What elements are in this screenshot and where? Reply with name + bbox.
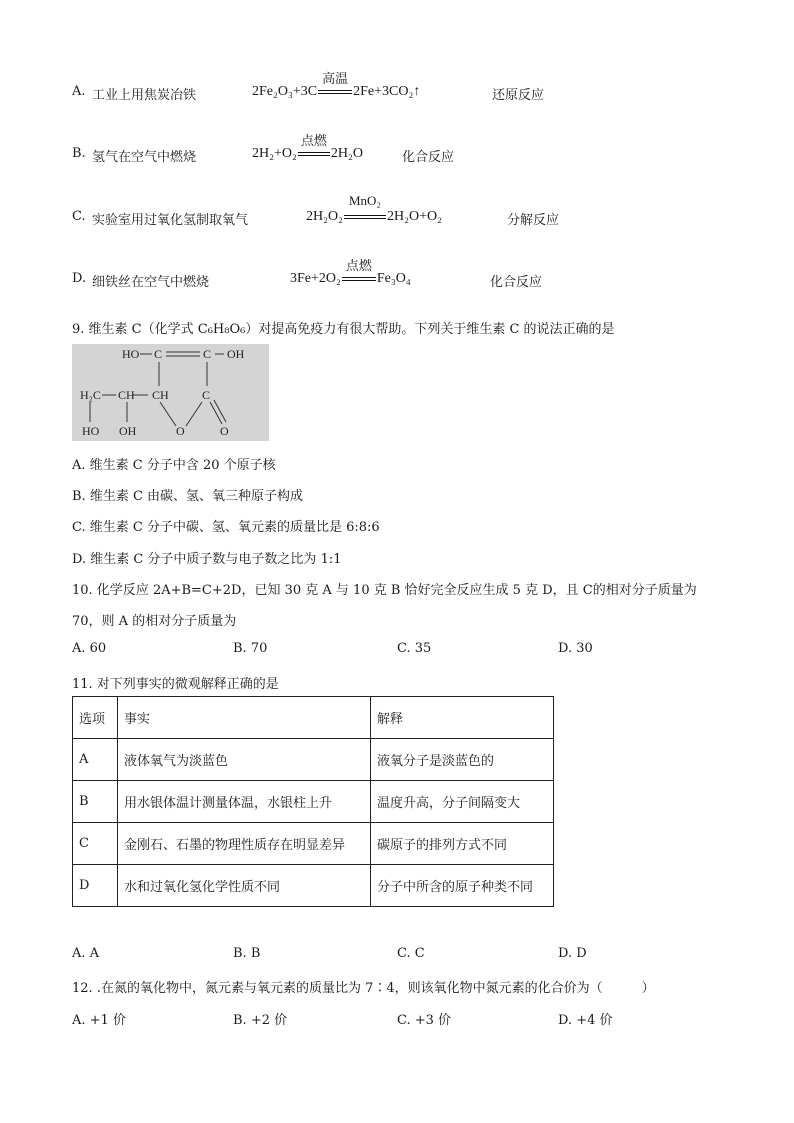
q8-option-b-desc: 氢气在空气中燃烧: [92, 150, 197, 165]
equation-left: 2H₂O₂: [306, 209, 343, 224]
reaction-condition: MnO₂: [348, 193, 381, 208]
table-cell: D: [73, 865, 118, 907]
q10-stem-line2: 70，则 A 的相对分子质量为: [72, 614, 237, 629]
table-cell: 金刚石、石墨的物理性质存在明显差异: [118, 823, 371, 865]
q10-option-c: C. 35: [397, 641, 432, 656]
equation-right: 2H₂O+O₂: [386, 209, 442, 224]
q8-option-a-text: A.: [72, 84, 86, 99]
q8-option-b-type: 化合反应: [402, 150, 455, 165]
equation-left: 2Fe₂O₃+3C: [252, 84, 318, 99]
q8-option-b-text: B.: [72, 146, 86, 161]
atom-label: C: [203, 347, 212, 361]
equation-left: 3Fe+2O₂: [290, 271, 341, 286]
atom-label: HO: [82, 424, 100, 438]
table-cell: 液体氧气为淡蓝色: [118, 739, 371, 781]
q8-option-c-desc: 实验室用过氧化氢制取氧气: [92, 213, 249, 228]
atom-label: C: [202, 388, 211, 402]
q12-stem: 12. .在氮的氧化物中，氮元素与氧元素的质量比为 7∶4，则该氧化物中氮元素的化合价为（ ）: [72, 981, 655, 996]
q8-option-a-type: 还原反应: [492, 88, 545, 103]
q12-option-a: A. +1 价: [72, 1013, 126, 1028]
table-cell: B: [73, 781, 118, 823]
reaction-condition: 高温: [322, 71, 349, 86]
q8-option-d-desc: 细铁丝在空气中燃烧: [92, 275, 210, 290]
table-header-option: 选项: [73, 697, 118, 739]
table-cell: 用水银体温计测量体温，水银柱上升: [118, 781, 371, 823]
q12-option-d: D. +4 价: [558, 1013, 613, 1028]
atom-label: O: [176, 424, 185, 438]
q11-option-b: B. B: [233, 946, 261, 961]
q10-stem-line1: 10. 化学反应 2A+B=C+2D，已知 30 克 A 与 10 克 B 恰好完全反应生成 5 克 D，且 C的相对分子质量为: [72, 583, 697, 598]
table-cell: 温度升高，分子间隔变大: [371, 781, 554, 823]
q8-option-d-text: D.: [72, 271, 87, 286]
q9-option-b: B. 维生素 C 由碳、氢、氧三种原子构成: [72, 489, 304, 504]
q12-option-b: B. +2 价: [233, 1013, 288, 1028]
table-cell: 分子中所含的原子种类不同: [371, 865, 554, 907]
q8-option-c-type: 分解反应: [507, 213, 560, 228]
q8-option-a-desc: 工业上用焦炭冶铁: [92, 88, 197, 103]
q11-table: [72, 696, 554, 907]
table-cell: C: [73, 823, 118, 865]
reaction-condition: 点燃: [300, 133, 327, 148]
table-row: [73, 781, 554, 823]
q11-stem: 11. 对下列事实的微观解释正确的是: [72, 677, 279, 692]
q8-option-c-equation: [306, 193, 442, 225]
q11-option-c: C. C: [397, 946, 425, 961]
table-header-row: [73, 697, 554, 739]
equation-right: Fe₃O₄: [376, 271, 411, 286]
table-header-fact: 事实: [118, 697, 371, 739]
atom-label: C: [154, 347, 163, 361]
equation-right: 2H₂O: [330, 146, 363, 161]
table-cell: A: [73, 739, 118, 781]
q8-option-a-equation: [252, 71, 421, 100]
q8-option-d-type: 化合反应: [490, 275, 543, 290]
vitamin-c-structure-image: [72, 344, 269, 441]
q9-option-d: D. 维生素 C 分子中质子数与电子数之比为 1:1: [72, 552, 342, 567]
table-cell: 水和过氧化氢化学性质不同: [118, 865, 371, 907]
atom-label: O: [220, 424, 229, 438]
q11-option-d: D. D: [558, 946, 587, 961]
table-row: [73, 865, 554, 907]
q9-stem: 9. 维生素 C（化学式 C₆H₈O₆）对提高免疫力有很大帮助。下列关于维生素 C 的说法正确的是: [72, 322, 615, 337]
table-row: [73, 823, 554, 865]
atom-label: HO: [122, 347, 140, 361]
q9-option-c: C. 维生素 C 分子中碳、氢、氧元素的质量比是 6:8:6: [72, 520, 380, 535]
table-cell: 碳原子的排列方式不同: [371, 823, 554, 865]
atom-label: OH: [119, 424, 137, 438]
q10-option-d: D. 30: [558, 641, 593, 656]
equation-left: 2H₂+O₂: [252, 146, 297, 161]
atom-label: OH: [227, 347, 245, 361]
q12-option-c: C. +3 价: [397, 1013, 452, 1028]
q10-option-b: B. 70: [233, 641, 268, 656]
equation-right: 2Fe+3CO₂↑: [353, 84, 421, 99]
table-header-explanation: 解释: [371, 697, 554, 739]
atom-label: CH: [118, 388, 135, 402]
q9-option-a: A. 维生素 C 分子中含 20 个原子核: [72, 458, 276, 473]
table-cell: 液氧分子是淡蓝色的: [371, 739, 554, 781]
q8-option-d-equation: [290, 258, 411, 287]
atom-label: H₂C: [80, 388, 101, 402]
q10-option-a: A. 60: [72, 641, 107, 656]
q8-option-b-equation: [252, 133, 363, 162]
atom-label: CH: [152, 388, 169, 402]
table-row: [73, 739, 554, 781]
reaction-condition: 点燃: [345, 258, 372, 273]
q8-option-c-text: C.: [72, 209, 86, 224]
q11-option-a: A. A: [72, 946, 100, 961]
